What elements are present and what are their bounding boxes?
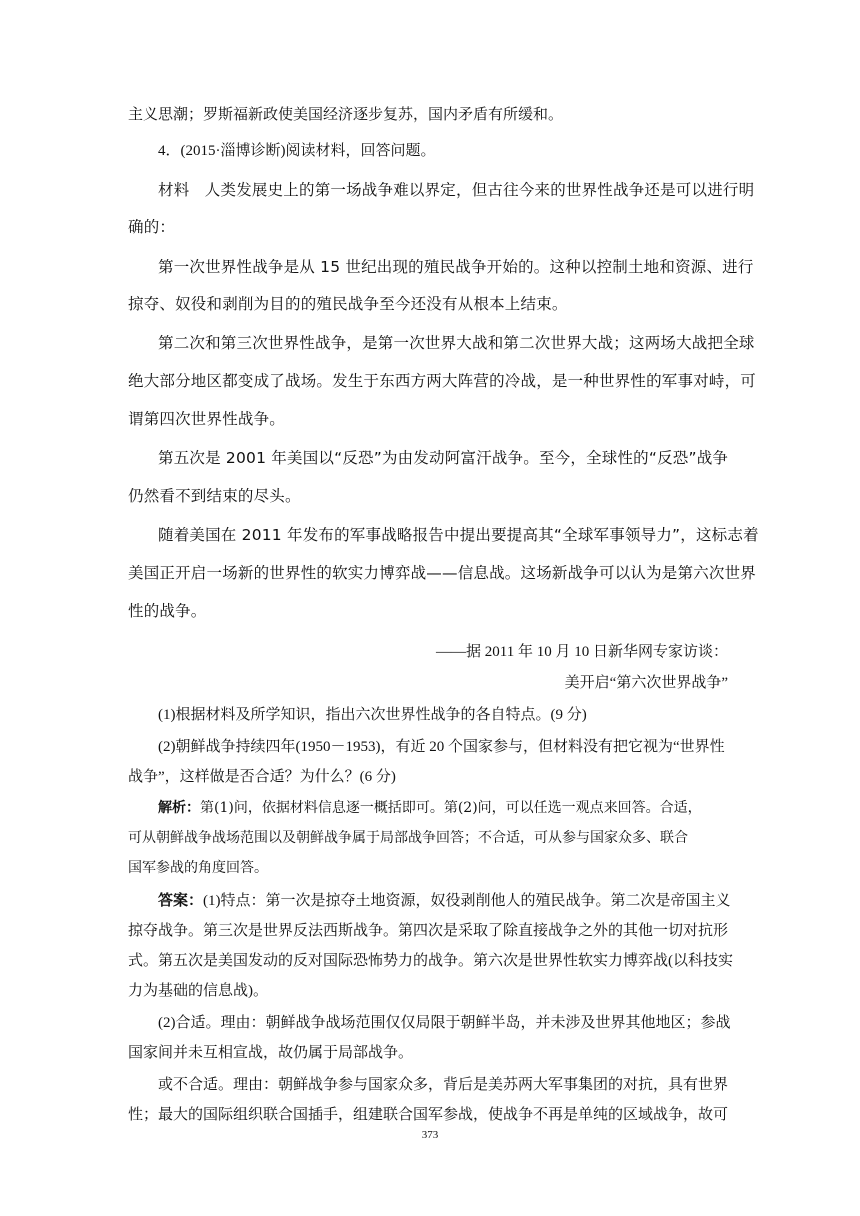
answer-2-line-2: 国家间并未互相宣战，故仍属于局部战争。 — [128, 1045, 414, 1061]
intro-line: 主义思潮；罗斯福新政使美国经济逐步复苏，国内矛盾有所缓和。 — [128, 107, 564, 123]
material-paragraph-3-line-3: 谓第四次世界性战争。 — [128, 410, 286, 428]
question-source: (2015·淄博诊断) — [180, 143, 286, 159]
analysis-line-3: 国军参战的角度回答。 — [128, 860, 268, 876]
question-prompt: 阅读材料，回答问题。 — [285, 143, 436, 159]
answer-1-line-1: 答案：(1)特点：第一次是掠夺土地资源，奴役剥削他人的殖民战争。第二次是帝国主义 — [158, 893, 731, 909]
question-number: 4． — [158, 143, 181, 159]
citation-line-2: 美开启“第六次世界战争” — [564, 675, 728, 691]
material-paragraph-1-line-1: 材料 人类发展史上的第一场战争难以界定，但古往今来的世界性战争还是可以进行明 — [158, 181, 755, 199]
question-4-heading — [158, 139, 436, 160]
answer-1-line-4: 力为基础的信息战)。 — [128, 983, 268, 999]
material-paragraph-4-line-1: 第五次是 2001 年美国以“反恐”为由发动阿富汗战争。至今，全球性的“反恐”战争 — [158, 449, 729, 467]
sub-question-1: (1)根据材料及所学知识，指出六次世界性战争的各自特点。(9 分) — [158, 707, 587, 723]
analysis-line-1: 解析：第(1)问，依据材料信息逐一概括即可。第(2)问，可以任选一观点来回答。合适， — [158, 800, 702, 816]
material-paragraph-3-line-2: 绝大部分地区都变成了战场。发生于东西方两大阵营的冷战，是一种世界性的军事对峙，可 — [128, 372, 757, 390]
analysis-line-2: 可从朝鲜战争战场范围以及朝鲜战争属于局部战争回答；不合适，可从参与国家众多、联合 — [128, 830, 688, 846]
answer-label: 答案： — [158, 893, 204, 909]
sub-question-2-line-1: (2)朝鲜战争持续四年(1950－1953)，有近 20 个国家参与，但材料没有把它视为“世界性 — [158, 739, 725, 755]
material-paragraph-2-line-1: 第一次世界性战争是从 15 世纪出现的殖民战争开始的。这种以控制土地和资源、进行 — [158, 258, 754, 276]
analysis-label: 解析： — [158, 800, 200, 816]
citation-line-1: ——据 2011 年 10 月 10 日新华网专家访谈： — [436, 644, 728, 660]
page-number: 373 — [421, 1129, 439, 1141]
answer-1-line-2: 掠夺战争。第三次是世界反法西斯战争。第四次是采取了除直接战争之外的其他一切对抗形 — [128, 923, 729, 939]
sub-question-2-line-2: 战争”，这样做是否合适？为什么？(6 分) — [128, 769, 396, 785]
material-paragraph-4-line-2: 仍然看不到结束的尽头。 — [128, 487, 301, 505]
answer-2-line-1: (2)合适。理由：朝鲜战争战场范围仅仅局限于朝鲜半岛，并未涉及世界其他地区；参战 — [158, 1015, 731, 1031]
material-paragraph-3-line-1: 第二次和第三次世界性战争，是第一次世界大战和第二次世界大战；这两场大战把全球 — [158, 334, 755, 352]
material-label: 材料 — [158, 181, 190, 199]
answer-1-line-3: 式。第五次是美国发动的反对国际恐怖势力的战争。第六次是世界性软实力博弈战(以科技实 — [128, 953, 733, 969]
material-paragraph-5-line-3: 性的战争。 — [128, 602, 207, 620]
material-paragraph-5-line-2: 美国正开启一场新的世界性的软实力博弈战——信息战。这场新战争可以认为是第六次世界 — [128, 564, 757, 582]
answer-3-line-2: 性；最大的国际组织联合国插手，组建联合国军参战，使战争不再是单纯的区域战争，故可 — [128, 1107, 729, 1123]
material-paragraph-5-line-1: 随着美国在 2011 年发布的军事战略报告中提出要提高其“全球军事领导力”，这标志着 — [158, 526, 759, 544]
material-paragraph-1-line-2: 确的： — [128, 218, 176, 236]
material-paragraph-2-line-2: 掠夺、奴役和剥削为目的的殖民战争至今还没有从根本上结束。 — [128, 295, 568, 313]
answer-3-line-1: 或不合适。理由：朝鲜战争参与国家众多，背后是美苏两大军事集团的对抗，具有世界 — [158, 1077, 729, 1093]
